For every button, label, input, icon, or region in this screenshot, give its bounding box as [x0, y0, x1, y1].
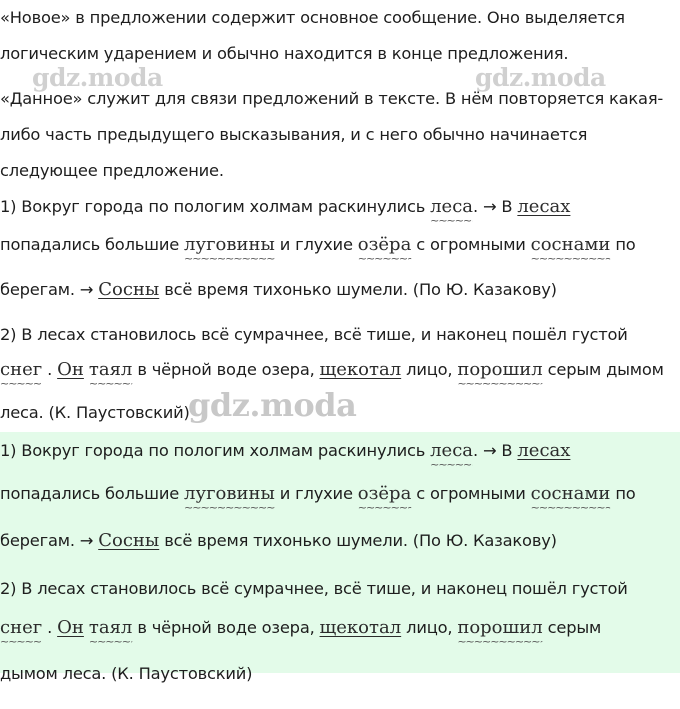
arrow-icon: →	[79, 531, 94, 550]
word-lesah: лесах	[517, 196, 571, 217]
example-1-line-3: берегам. → Сосны всё время тихонько шумели. (По Ю. Казакову)	[0, 279, 557, 300]
word-sosnami: соснами ~~~~~	[531, 484, 611, 504]
watermark: gdz.moda	[32, 63, 163, 92]
example-1-line-1: 1) Вокруг города по пологим холмам раскинулись леса ~~~~~. → В лесах	[0, 197, 570, 217]
intro-line: «Новое» в предложении содержит основное сообщение. Оно выделяется	[0, 8, 625, 27]
arrow-icon: →	[482, 197, 497, 216]
word-tayal: таял ~~~~~	[89, 360, 132, 380]
example-2-line-1: 2) В лесах становилось всё сумрачнее, всё тише, и наконец пошёл густой	[0, 325, 628, 344]
highlight-block	[0, 432, 680, 683]
example-1-line-3: берегам. → Сосны всё время тихонько шумели. (По Ю. Казакову)	[0, 530, 557, 551]
word-sneg: снег ~~~~~	[0, 618, 42, 638]
word-lesa: леса ~~~~~	[430, 197, 473, 217]
word-tayal: таял ~~~~~	[89, 618, 132, 638]
arrow-icon: →	[79, 280, 94, 299]
example-1-line-2: попадались большие луговины ~~~~~ и глухие озёра ~~~~~ с огромными соснами ~~~~~ по	[0, 484, 636, 504]
example-1-line-1: 1) Вокруг города по пологим холмам раскинулись леса ~~~~~. → В лесах	[0, 441, 570, 461]
intro-line: «Данное» служит для связи предложений в тексте. В нём повторяется какая-	[0, 89, 664, 108]
arrow-icon: →	[482, 441, 497, 460]
word-schekotal: щекотал	[319, 359, 402, 380]
word-schekotal: щекотал	[319, 617, 402, 638]
example-2-line-1: 2) В лесах становилось всё сумрачнее, всё тише, и наконец пошёл густой	[0, 579, 628, 598]
word-sosnami: соснами ~~~~~	[531, 235, 611, 255]
word-on: Он	[57, 359, 84, 380]
intro-line: либо часть предыдущего высказывания, и с него обычно начинается	[0, 125, 588, 144]
word-ozera: озёра ~~~~~	[358, 235, 412, 255]
example-2-line-2: снег ~~~~~ . Он таял ~~~~~ в чёрной воде озера, щекотал лицо, порошил ~~~~~ серым дымом	[0, 360, 664, 380]
word-ozera: озёра ~~~~~	[358, 484, 412, 504]
example-2-line-2: снег ~~~~~ . Он таял ~~~~~ в чёрной воде озера, щекотал лицо, порошил ~~~~~ серым	[0, 618, 601, 638]
word-on: Он	[57, 617, 84, 638]
word-lugoviny: луговины ~~~~~	[184, 484, 275, 504]
word-sneg: снег ~~~~~	[0, 360, 42, 380]
intro-line: логическим ударением и обычно находится в конце предложения.	[0, 44, 569, 63]
example-2-line-3: дымом леса. (К. Паустовский)	[0, 664, 253, 683]
watermark: gdz.moda	[475, 63, 606, 92]
example-2-line-3: леса. (К. Паустовский)	[0, 403, 190, 422]
word-sosny: Сосны	[98, 279, 160, 300]
word-sosny: Сосны	[98, 530, 160, 551]
word-lugoviny: луговины ~~~~~	[184, 235, 275, 255]
intro-line: следующее предложение.	[0, 161, 224, 180]
word-lesa: леса ~~~~~	[430, 441, 473, 461]
example-1-line-2: попадались большие луговины ~~~~~ и глухие озёра ~~~~~ с огромными соснами ~~~~~ по	[0, 235, 636, 255]
word-poroshil: порошил ~~~~~	[457, 360, 542, 380]
word-poroshil: порошил ~~~~~	[457, 618, 542, 638]
word-lesah: лесах	[517, 440, 571, 461]
watermark: gdz.moda	[188, 386, 357, 424]
